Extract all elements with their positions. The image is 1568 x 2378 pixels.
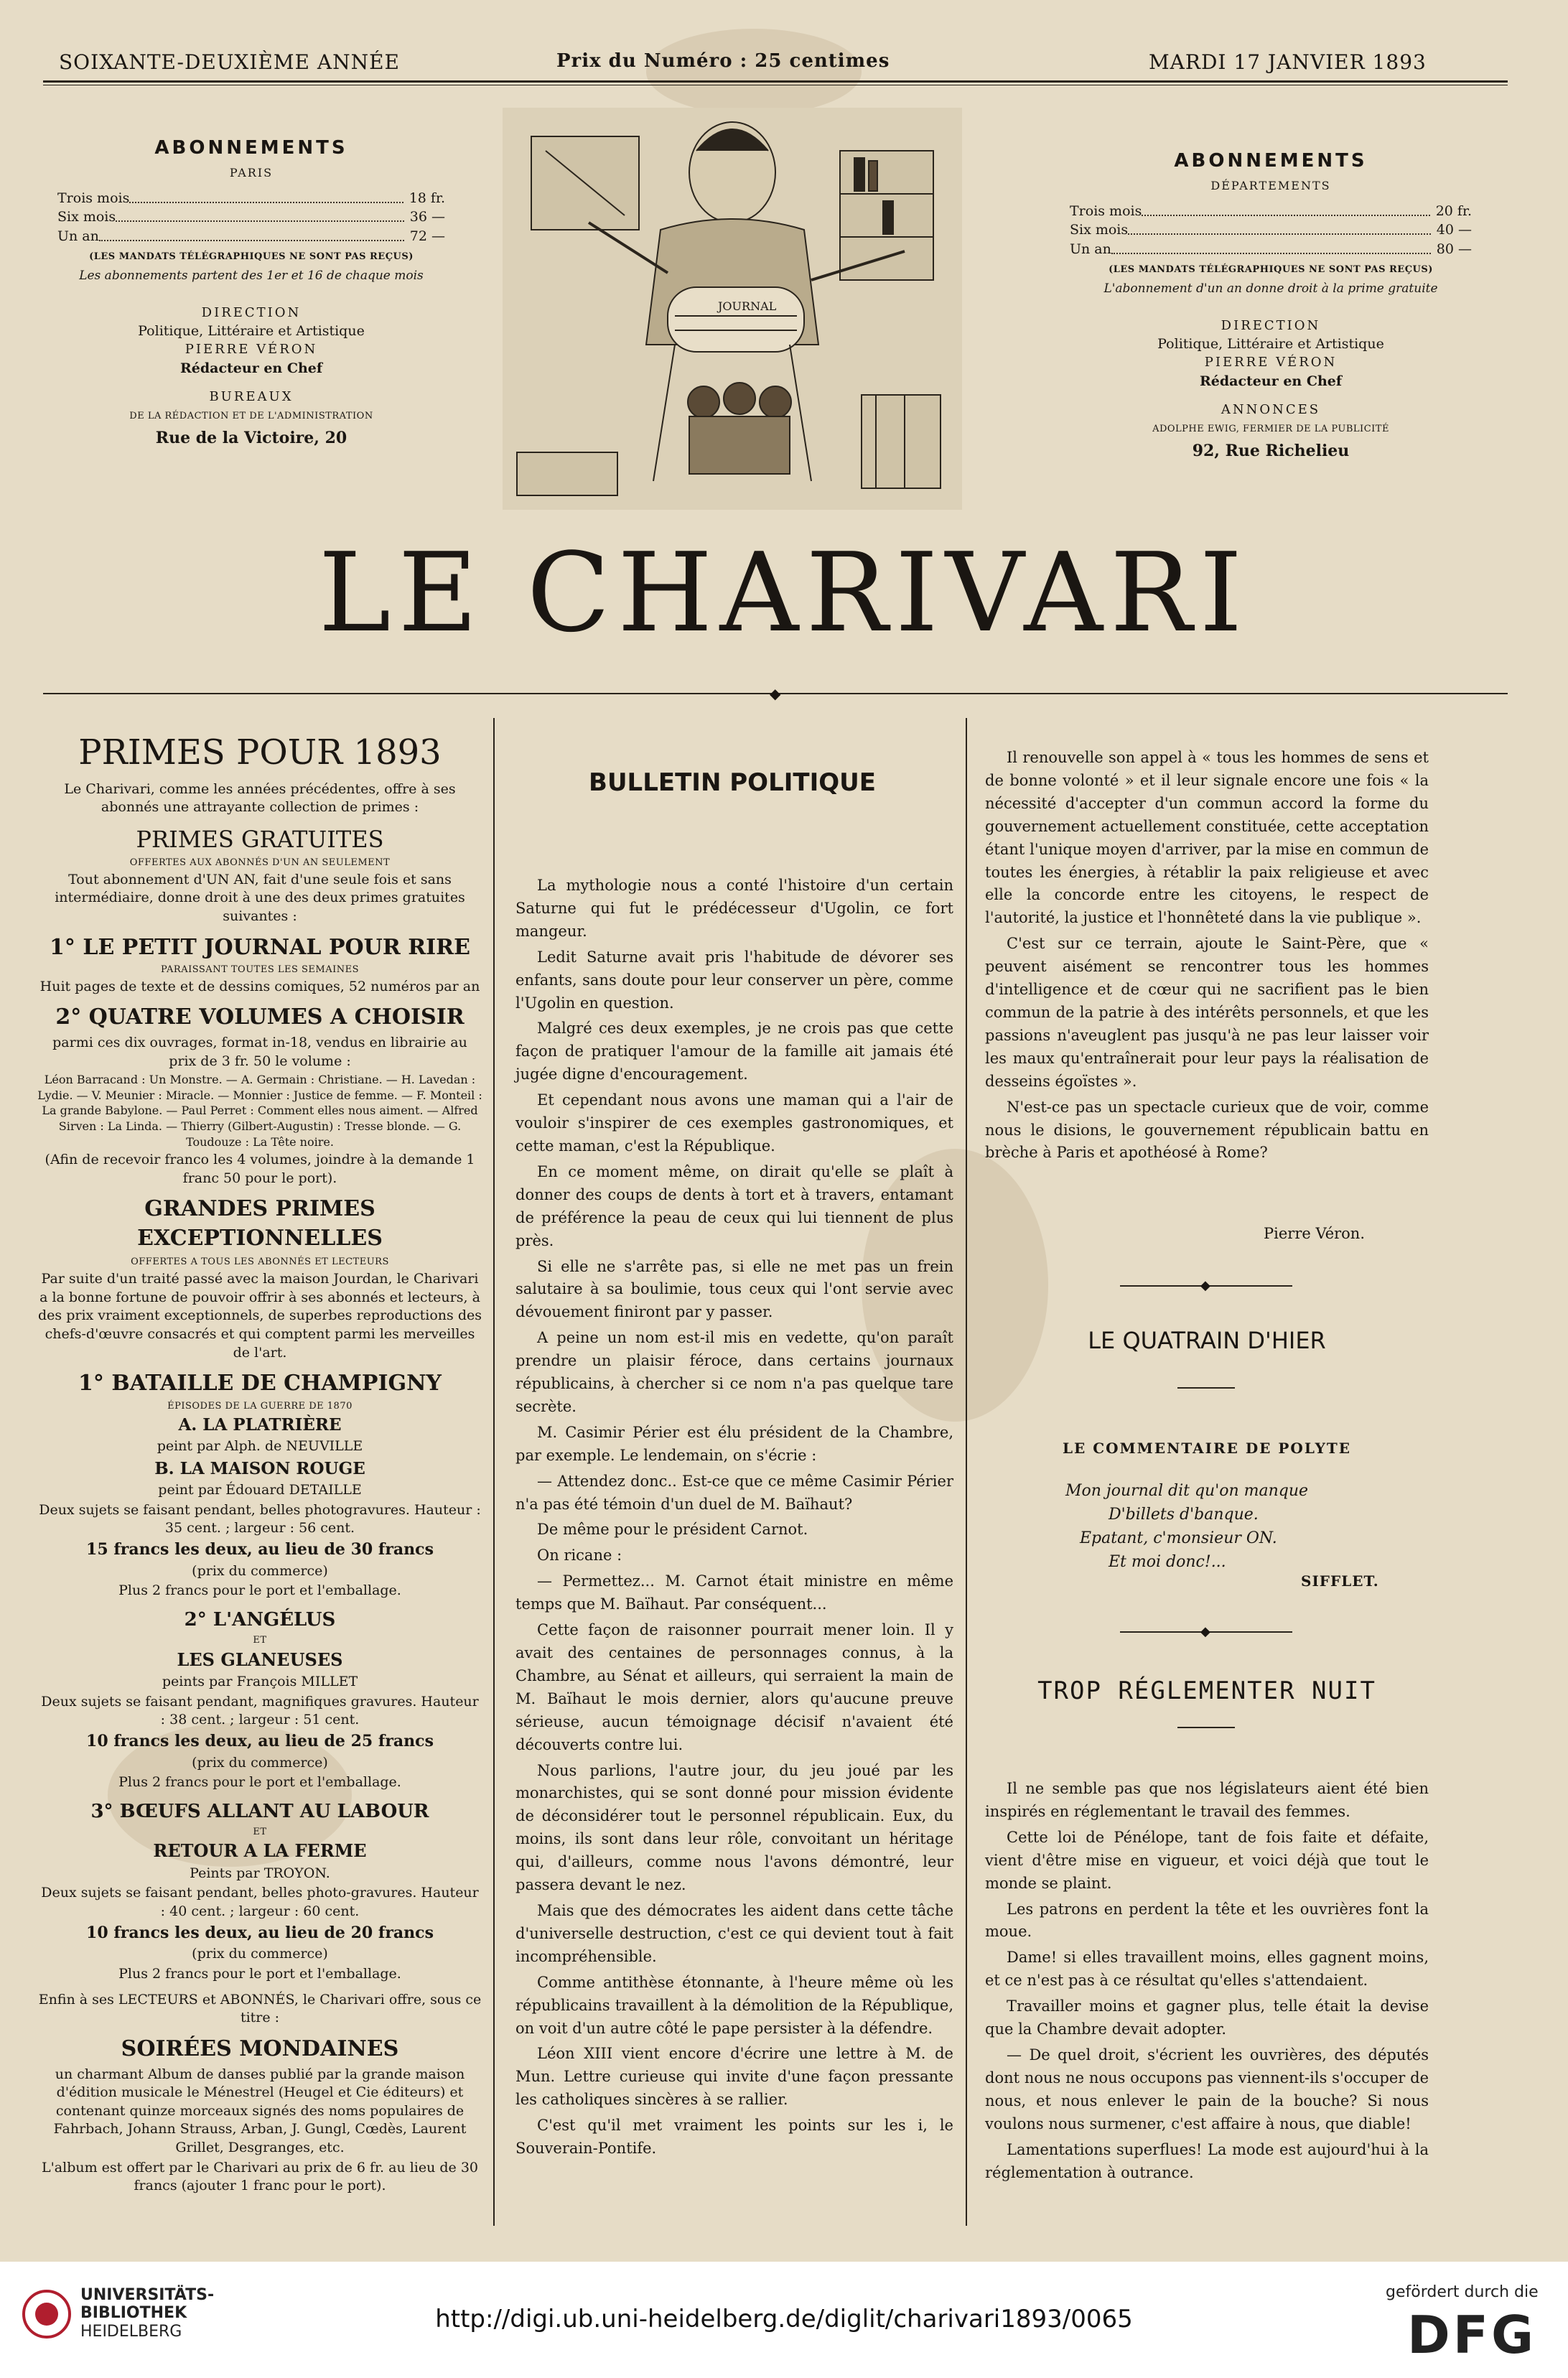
platriere-title: A. LA PLATRIÈRE [178, 1415, 342, 1435]
glaneuses-text: Deux sujets se faisant pendant, magnifiques gravures. Hauteur : 38 cent. ; largeur : 51 cent. [41, 1693, 479, 1728]
platriere-by: peint par Alph. de NEUVILLE [157, 1438, 363, 1455]
left-box-region: PARIS [229, 166, 274, 180]
glaneuses-port: Plus 2 francs pour le port et l'emballage. [118, 1774, 401, 1791]
separator-ornament-2: ◆ [1200, 1624, 1210, 1639]
left-box-direction-sub: Politique, Littéraire et Artistique [138, 322, 365, 339]
glaneuses-title: LES GLANEUSES [177, 1649, 343, 1670]
left-box-italic-note: Les abonnements partent des 1er et 16 de chaque mois [79, 268, 424, 283]
paragraph: Travailler moins et gagner plus, telle était la devise que la Chambre devait adopter. [985, 1997, 1429, 2038]
paragraph: De même pour le président Carnot. [537, 1521, 808, 1539]
paragraph: La mythologie nous a conté l'histoire d'un certain Saturne qui fut le prédécesseur d'Ugolin, ce fort mangeur. [515, 877, 953, 940]
right-box-region: DÉPARTEMENTS [1210, 179, 1331, 193]
left-box-direction: DIRECTION [201, 304, 302, 320]
paragraph: Il ne semble pas que nos législateurs aient été bien inspirés en réglementant le travail des femmes. [985, 1780, 1429, 1820]
glaneuses-price-note: (prix du commerce) [192, 1754, 328, 1771]
primes-column [37, 725, 482, 2197]
bataille-price-note: (prix du commerce) [192, 1562, 328, 1579]
column-rule-1 [493, 718, 495, 2226]
primes-gratuites-text: Tout abonnement d'UN AN, fait d'une seule fois et sans intermédiaire, donne droit à une des deux primes gratuites suivantes : [55, 871, 465, 925]
maison-rouge-by: peint par Édouard DETAILLE [158, 1481, 362, 1498]
paragraph: Cette façon de raisonner pourrait mener loin. Il y avait des centaines de personnages connus, à la Chambre, au Sénat et ailleurs, qui serraient la main de M. Baïhaut le mois dernier, alors qu'aucune preuve sérieuse, aucun témoignage décisif n'avaient été découverts contre lui. [515, 1621, 953, 1753]
paragraph: — Permettez... M. Carnot était ministre en même temps que M. Baïhaut. Par conséquent... [515, 1572, 953, 1613]
bulletin-title: BULLETIN POLITIQUE [589, 768, 876, 797]
primes-gratuites: PRIMES GRATUITES [136, 826, 384, 854]
paragraph: A peine un nom est-il mis en vedette, qu'on paraît prendre un plaisir féroce, dans certains journaux républicains, à chercher si ce nom n'a pas quelque tare secrète. [515, 1329, 953, 1415]
retour-port: Plus 2 francs pour le port et l'emballage. [118, 1966, 401, 1982]
dfg-logo: DFG [1407, 2305, 1537, 2365]
prime-2-list: Léon Barracand : Un Monstre. — A. Germain : Christiane. — H. Lavedan : Lydie. — V. Meunier : Miracle. — Monnier : Justice de femme. — F. Monteil : La grande Babylone. — Paul Perret : Comment elles nous aiment. — Alfred Sirven : La Linda. — Thierry (Gilbert-Augustin) : Tresse blonde. — G. Toudouze : La Tête noire. [37, 1073, 482, 1149]
source-url-link[interactable]: http://digi.ub.uni-heidelberg.de/diglit/charivari1893/0065 [435, 2305, 1133, 2333]
prime-1-sub: PARAISSANT TOUTES LES SEMAINES [160, 964, 360, 976]
trop-title: TROP RÉGLEMENTER NUIT [1037, 1677, 1376, 1705]
right-box-annonces: ANNONCES [1221, 402, 1321, 418]
right-box-annonces-sub: ADOLPHE EWIG, FERMIER DE LA PUBLICITÉ [1152, 424, 1389, 435]
left-box-note: (LES MANDATS TÉLÉGRAPHIQUES NE SONT PAS REÇUS) [89, 251, 414, 262]
bulletin-column [515, 875, 953, 2163]
right-rate-row: Un an 80 — [1070, 241, 1472, 257]
prime-2-title: 2° QUATRE VOLUMES A CHOISIR [55, 1004, 465, 1030]
column-rule-2 [966, 718, 967, 2226]
quatrain-title: LE QUATRAIN D'HIER [1088, 1327, 1326, 1354]
glaneuses-by: peints par François MILLET [162, 1673, 358, 1689]
primes-title: PRIMES POUR 1893 [78, 732, 442, 773]
masthead-illustration [503, 108, 962, 510]
grandes-primes-text: Par suite d'un traité passé avec la maison Jourdan, le Charivari a la bonne fortune de pouvoir offrir à ses abonnés et lecteurs, à des prix vraiment exceptionnels, de superbes reproductions des chefs-d'œuvre consacrés et qui comptent parmi les merveilles de l'art. [38, 1271, 482, 1361]
right-rate-row: Trois mois 20 fr. [1070, 202, 1472, 219]
right-box-role: Rédacteur en Chef [1199, 373, 1343, 389]
retour-price-note: (prix du commerce) [192, 1946, 328, 1962]
trop-article [985, 1778, 1429, 2187]
right-subscription-box [1055, 148, 1486, 462]
paragraph: Et cependant nous avons une maman qui a l'air de vouloir s'inspirer de ces exemples gastronomiques, et cette maman, c'est la République. [515, 1091, 953, 1155]
left-rate-row: Six mois 36 — [57, 209, 445, 225]
paragraph: Dame! si elles travaillent moins, elles gagnent moins, et ce n'est pas à ce résultat qu'elles s'attendaient. [985, 1949, 1429, 1990]
quatrain-line: D'billets d'banque. [1109, 1506, 1259, 1524]
left-box-role: Rédacteur en Chef [179, 360, 323, 376]
paragraph: — Attendez donc.. Est-ce que ce même Casimir Périer n'a pas été témoin d'un duel de M. Baïhaut? [515, 1472, 953, 1513]
col3-article [985, 747, 1429, 1167]
year-line: SOIXANTE-DEUXIÈME ANNÉE [59, 50, 400, 74]
retour-title: RETOUR A LA FERME [153, 1840, 367, 1862]
paragraph: N'est-ce pas un spectacle curieux que de voir, comme nous le disions, le gouvernement républicain battu en brèche à Paris et apothéosé à Rome? [985, 1098, 1429, 1162]
left-box-bureaux: BUREAUX [209, 389, 294, 405]
right-box-direction: DIRECTION [1221, 317, 1321, 333]
left-box-address: Rue de la Victoire, 20 [155, 429, 347, 448]
paragraph: Ledit Saturne avait pris l'habitude de dévorer ses enfants, sans doute pour leur conserver un père, comme l'Ugolin en question. [515, 948, 953, 1012]
bataille-text: Deux sujets se faisant pendant, belles photogravures. Hauteur : 35 cent. ; largeur : 56 cent. [39, 1501, 481, 1537]
bataille-price: 15 francs les deux, au lieu de 30 francs [86, 1539, 434, 1559]
bataille-port: Plus 2 francs pour le port et l'emballage. [118, 1582, 401, 1599]
right-rate-row: Six mois 40 — [1070, 222, 1472, 238]
paragraph: Malgré ces deux exemples, je ne crois pas que cette façon de pratiquer l'amour de la famille ait jamais été jugée digne d'encouragement. [515, 1020, 953, 1083]
quatrain-signature: SIFFLET. [1301, 1572, 1379, 1590]
paragraph: M. Casimir Périer est élu président de la Chambre, par exemple. Le lendemain, on s'écrie : [515, 1423, 953, 1464]
left-rate-row: Un an 72 — [57, 228, 445, 244]
glaneuses-price: 10 francs les deux, au lieu de 25 francs [86, 1731, 434, 1750]
price-line: Prix du Numéro : 25 centimes [556, 50, 890, 72]
digitization-footer [0, 2262, 1568, 2378]
paragraph: Nous parlions, l'autre jour, du jeu joué par les monarchistes, qui se sont donné pour mission évidente de déconsidérer tout le personnel républicain. Eux, du moins, ils sont dans leur rôle, convoitant un héritage qui, d'ailleurs, comme nous l'avons démontré, leur passera devant le nez. [515, 1761, 953, 1894]
masthead-ornament: ◆ [770, 685, 781, 702]
article-signature: Pierre Véron. [1264, 1225, 1366, 1242]
illustration-journal-label: JOURNAL [718, 299, 777, 313]
retour-text: Deux sujets se faisant pendant, belles photo-gravures. Hauteur : 40 cent. ; largeur : 60 cent. [41, 1885, 479, 1920]
left-subscription-box [43, 135, 459, 449]
soirees-text: un charmant Album de danses publié par la grande maison d'édition musicale le Ménestrel (Heugel et Cie éditeurs) et contenant quinze morceaux signés des noms populaires de Fahrbach, Johann Strauss, Arban, J. Gungl, Cœdès, Laurent Grillet, Desgranges, etc. [53, 2066, 467, 2156]
left-box-director: PIERRE VÉRON [185, 342, 318, 358]
left-rate-row: Trois mois 18 fr. [57, 190, 445, 206]
issue-date: MARDI 17 JANVIER 1893 [1149, 50, 1427, 74]
angelus-title: 2° L'ANGÉLUS [184, 1608, 336, 1631]
paragraph: On ricane : [537, 1547, 622, 1565]
paragraph: Les patrons en perdent la tête et les ouvrières font la moue. [985, 1900, 1429, 1941]
soirees-title: SOIRÉES MONDAINES [121, 2036, 399, 2061]
bataille-title: 1° BATAILLE DE CHAMPIGNY [78, 1371, 442, 1397]
right-box-italic-note: L'abonnement d'un an donne droit à la prime gratuite [1103, 281, 1438, 296]
primes-intro: Le Charivari, comme les années précédentes, offre à ses abonnés une attrayante collection de primes : [64, 780, 456, 816]
right-box-note: (LES MANDATS TÉLÉGRAPHIQUES NE SONT PAS REÇUS) [1109, 264, 1433, 275]
retour-by: Peints par TROYON. [190, 1865, 330, 1881]
boeufs-title: 3° BŒUFS ALLANT AU LABOUR [90, 1800, 429, 1822]
paragraph: Mais que des démocrates les aident dans cette tâche d'universelle destruction, c'est ce qui devient tout à fait incompréhensible. [515, 1901, 953, 1965]
paragraph: — De quel droit, s'écrient les ouvrières, des députés dont nous ne nous occupons pas viennent-ils s'occuper de nous, et nous enlever le pain de la bouche? Si nous voulons nous surmener, c'est affaire à nous, que diable! [985, 2046, 1429, 2132]
prime-2-note: (Afin de recevoir franco les 4 volumes, joindre à la demande 1 franc 50 pour le port). [45, 1152, 475, 1186]
quatrain-line: Et moi donc!... [1109, 1553, 1226, 1571]
separator-ornament: ◆ [1200, 1278, 1210, 1293]
boeufs-et: ET [253, 1826, 267, 1837]
quatrain-rule [1177, 1387, 1235, 1389]
bataille-sub: ÉPISODES DE LA GUERRE DE 1870 [167, 1400, 353, 1412]
right-box-director: PIERRE VÉRON [1204, 355, 1338, 370]
grandes-primes-title: GRANDES PRIMES EXCEPTIONNELLES [137, 1196, 383, 1251]
grandes-primes-sub: OFFERTES A TOUS LES ABONNÉS ET LECTEURS [131, 1256, 389, 1268]
enfin-text: Enfin à ses LECTEURS et ABONNÉS, le Charivari offre, sous ce titre : [38, 1991, 482, 2026]
funded-by-text: gefördert durch die [1386, 2283, 1539, 2301]
prime-1-text: Huit pages de texte et de dessins comiques, 52 numéros par an [39, 978, 480, 994]
top-rule [43, 80, 1508, 83]
quatrain-line: Epatant, c'monsieur ON. [1080, 1529, 1277, 1547]
university-logo-text: UNIVERSITÄTS- BIBLIOTHEK HEIDELBERG [80, 2286, 215, 2341]
angelus-et: ET [253, 1634, 267, 1646]
quatrain-subtitle: LE COMMENTAIRE DE POLYTE [1062, 1440, 1352, 1457]
paragraph: Si elle ne s'arrête pas, si elle ne met pas un frein salutaire à sa boulimie, tous ceux qui l'ont servie avec dévouement finiront par y passer. [515, 1257, 953, 1321]
right-box-address: 92, Rue Richelieu [1192, 442, 1350, 461]
left-box-title: ABONNEMENTS [154, 137, 348, 159]
illustration-svg [503, 108, 962, 510]
paragraph: C'est sur ce terrain, ajoute le Saint-Père, que « peuvent aisément se rencontrer tous les hommes d'intelligence et de cœur qui ne sacrifient pas le bien commun de la patrie à des intérêts personnels, et que les passions n'aveuglent pas jusqu'à ne pas leur laisser voir les maux qu'entraînerait pour leur pays la réalisation de desseins égoïstes ». [985, 935, 1429, 1090]
quatrain-line: Mon journal dit qu'on manque [1065, 1482, 1309, 1500]
quatrain-lines [1065, 1479, 1308, 1574]
trop-rule [1177, 1727, 1235, 1728]
paragraph: C'est qu'il met vraiment les points sur les i, le Souverain-Pontife. [515, 2117, 953, 2158]
retour-price: 10 francs les deux, au lieu de 20 francs [86, 1923, 434, 1942]
maison-rouge-title: B. LA MAISON ROUGE [154, 1458, 365, 1478]
primes-gratuites-sub: OFFERTES AUX ABONNÉS D'UN AN SEULEMENT [129, 857, 391, 869]
right-box-direction-sub: Politique, Littéraire et Artistique [1157, 335, 1384, 352]
prime-1-title: 1° LE PETIT JOURNAL POUR RIRE [50, 934, 470, 960]
paragraph: Cette loi de Pénélope, tant de fois faite et défaite, vient d'être mise en vigueur, et voici déjà que tout le monde se plaint. [985, 1828, 1429, 1892]
prime-2-text: parmi ces dix ouvrages, format in-18, vendus en librairie au prix de 3 fr. 50 le volume : [52, 1034, 467, 1069]
soirees-offer: L'album est offert par le Charivari au prix de 6 fr. au lieu de 30 francs (ajouter 1 franc pour le port). [41, 2159, 479, 2194]
paragraph: En ce moment même, on dirait qu'elle se plaît à donner des coups de dents à tort et à travers, entamant de préférence la peau de ceux qui lui tiennent de plus près. [515, 1162, 953, 1249]
paragraph: Il renouvelle son appel à « tous les hommes de sens et de bonne volonté » et il leur signale encore une fois « la nécessité d'accepter d'un commun accord la forme du gouvernement actuellement constituée, cette acceptation étant l'unique moyen d'arriver, par la mise en commun de toutes les énergies, à rétablir la paix religieuse et avec elle la concorde entre les citoyens, le respect de l'autorité, la justice et l'honnêteté dans la vie publique ». [985, 749, 1429, 927]
masthead-title: LE CHARIVARI [318, 529, 1250, 656]
paragraph: Comme antithèse étonnante, à l'heure même où les républicains travaillent à la démolition de la République, on voit d'un autre côté le pape persister à la défendre. [515, 1973, 953, 2037]
paragraph: Lamentations superflues! La mode est aujourd'hui à la réglementation à outrance. [985, 2140, 1429, 2181]
right-box-title: ABONNEMENTS [1174, 150, 1368, 172]
left-box-bureaux-sub: DE LA RÉDACTION ET DE L'ADMINISTRATION [129, 411, 373, 422]
paragraph: Léon XIII vient encore d'écrire une lettre à M. de Mun. Lettre curieuse qui invite d'une façon pressante les catholiques sincères à se rallier. [515, 2045, 953, 2109]
